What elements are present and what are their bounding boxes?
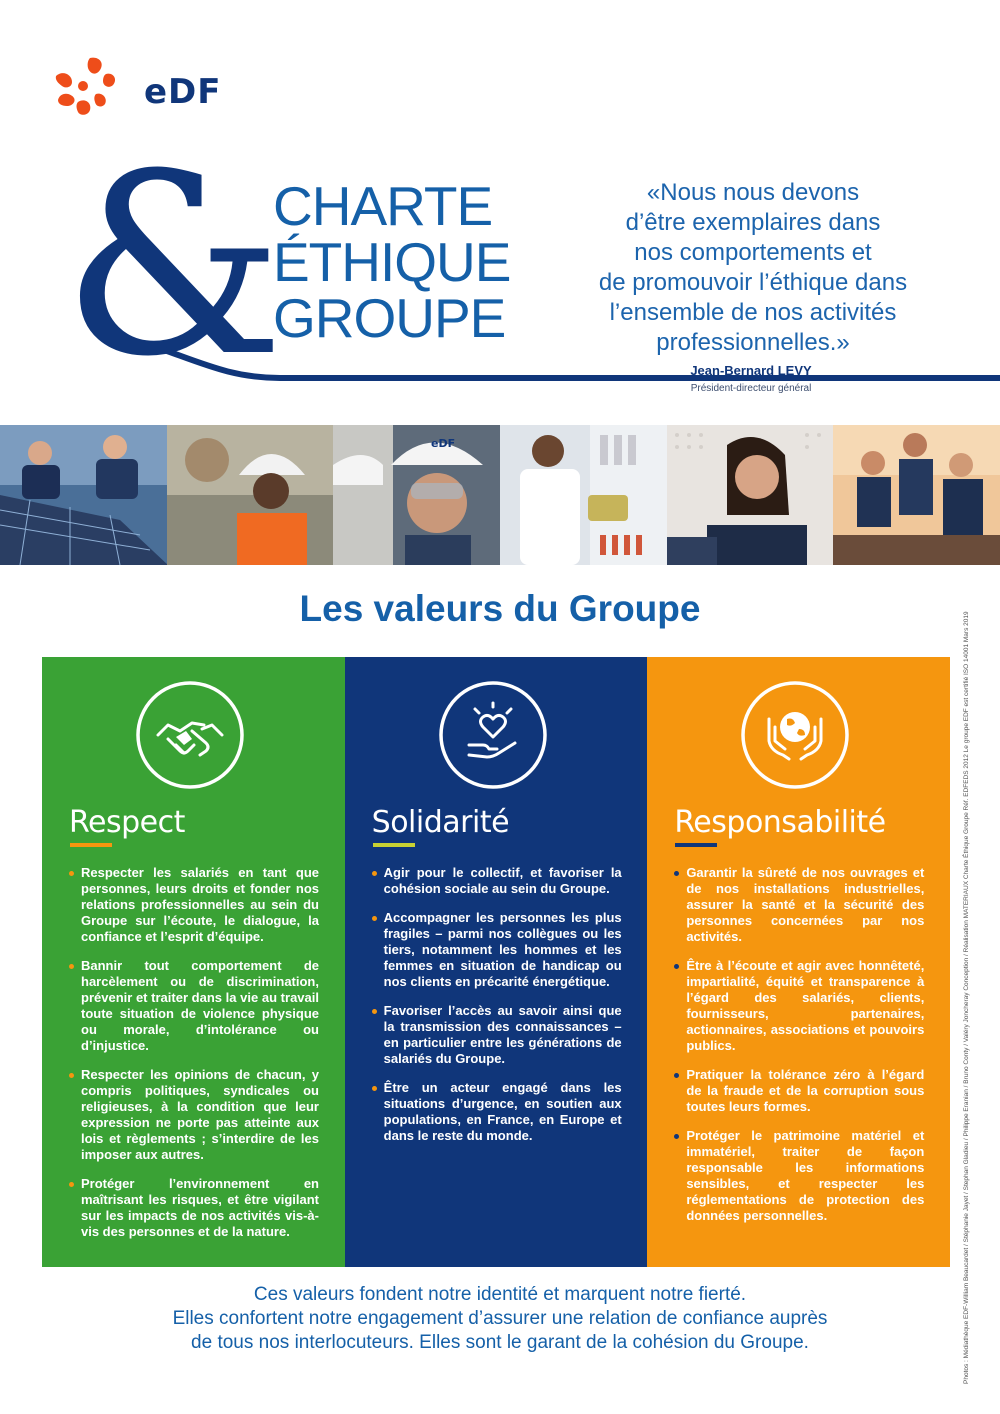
value-items-list — [69, 865, 319, 1253]
list-item: Être un acteur engagé dans les situations d’urgence, en soutien aux populations, en France, en Europe et dans le reste du monde. — [372, 1080, 622, 1144]
value-title: Solidarité — [371, 805, 510, 840]
president-quote — [588, 178, 918, 358]
handshake-icon — [134, 679, 246, 791]
photo-strip — [0, 425, 1000, 565]
title-underline — [675, 843, 717, 847]
quote-author-role: Président-directeur général — [690, 383, 812, 394]
worker-with-helmet-photo — [167, 425, 334, 565]
footer-line: de tous nos interlocuteurs. Elles sont le garant de la cohésion du Groupe. — [191, 1332, 809, 1353]
edf-flower-icon — [50, 52, 140, 122]
list-item: Favoriser l’accès au savoir ainsi que la transmission des connaissances – en particulier entre les générations de salariés du Groupe. — [372, 1003, 622, 1067]
edf-logo — [50, 52, 222, 122]
document-title — [273, 175, 511, 349]
quote-author: Jean-Bernard LEVY — [690, 363, 812, 378]
list-item: Accompagner les personnes les plus fragiles – parmi nos collègues ou les tiers, notamment les hommes et les femmes en situation de handicap ou nos clients en précarité énergétique. — [372, 910, 622, 990]
call-center-agent-photo — [667, 425, 834, 565]
quote-line: «Nous nous devons — [646, 179, 860, 206]
list-item: Pratiquer la tolérance zéro à l’égard de la fraude et de la corruption sous toutes leurs formes. — [674, 1067, 924, 1115]
quote-line: professionnelles.» — [656, 329, 850, 356]
helmet-logo-text: eDF — [431, 437, 456, 450]
list-item: Agir pour le collectif, et favoriser la cohésion sociale au sein du Groupe. — [372, 865, 622, 897]
value-items-list — [372, 865, 622, 1157]
globe-in-hands-icon — [739, 679, 851, 791]
list-item: Respecter les opinions de chacun, y compris politiques, syndicales ou religieuses, à la condition que leur expression ne porte pas atteinte aux lois et règlements ; s’interdire de les imposer aux autres. — [69, 1067, 319, 1163]
title-line: CHARTE — [273, 175, 493, 237]
value-title: Respect — [69, 805, 185, 840]
list-item: Respecter les salariés en tant que personnes, leurs droits et fonder nos relations professionnelles au sein du Groupe sur l’écoute, le dialogue, la confiance et l’esprit d’équipe. — [69, 865, 319, 945]
list-item: Bannir tout comportement de harcèlement ou de discrimination, prévenir et traiter dans la vie au travail toute situation de violence physique ou morale, d’intolérance ou d’injustice. — [69, 958, 319, 1054]
value-column-solidarite — [345, 657, 648, 1267]
footer-line: Ces valeurs fondent notre identité et marquent notre fierté. — [253, 1284, 747, 1305]
engineer-helmet-photo — [333, 425, 500, 565]
list-item: Garantir la sûreté de nos ouvrages et de nos installations industrielles, assurer la santé et la sécurité des personnes concernées par nos activités. — [674, 865, 924, 945]
list-item: Protéger l’environnement en maîtrisant les risques, et être vigilant sur les impacts de nos activités vis-à-vis des personnes et de la nature. — [69, 1176, 319, 1240]
heart-in-hand-icon — [437, 679, 549, 791]
footer-line: Elles confortent notre engagement d’assurer une relation de confiance auprès — [172, 1308, 828, 1329]
ampersand-mark: & — [62, 160, 285, 400]
title-underline — [373, 843, 415, 847]
lab-technician-photo — [500, 425, 667, 565]
team-control-room-photo — [833, 425, 1000, 565]
value-title: Responsabilité — [674, 805, 886, 840]
list-item: Être à l’écoute et agir avec honnêteté, impartialité, équité et transparence à l’égard des salariés, clients, fournisseurs, partenaires, actionnaires, associations et pouvoirs publics. — [674, 958, 924, 1054]
value-column-respect — [42, 657, 345, 1267]
quote-line: d’être exemplaires dans — [625, 209, 881, 236]
solar-panel-workers-photo — [0, 425, 167, 565]
list-item: Protéger le patrimoine matériel et immatériel, traiter de façon responsable les informations sensibles, et respecter les réglementations de protection des données personnelles. — [674, 1128, 924, 1224]
value-column-responsabilite — [647, 657, 950, 1267]
values-section-title: Les valeurs du Groupe — [299, 588, 701, 629]
edf-logo-text: eDF — [144, 72, 222, 112]
footer-statement — [100, 1283, 900, 1355]
title-underline — [70, 843, 112, 847]
title-line: ÉTHIQUE — [273, 231, 511, 293]
quote-line: nos comportements et — [634, 239, 872, 266]
values-columns — [42, 657, 950, 1267]
value-items-list — [674, 865, 924, 1237]
quote-line: de promouvoir l’éthique dans — [598, 269, 908, 296]
title-line: GROUPE — [273, 287, 506, 349]
quote-line: l’ensemble de nos activités — [609, 299, 897, 326]
photo-credits: Photos : Médiathèque EDF-William Beaucardet / Stéphanie Jayet / Stephan Gladieu / Philippe Eranian / Bruno Conty / Valéry Joncheray Conception / Réalisation MATERIAUX Charte Éthique Groupe Réf. EDFEDS 2012 Le groupe EDF est certifié ISO 14001 Mars 2019 — [963, 611, 970, 1384]
